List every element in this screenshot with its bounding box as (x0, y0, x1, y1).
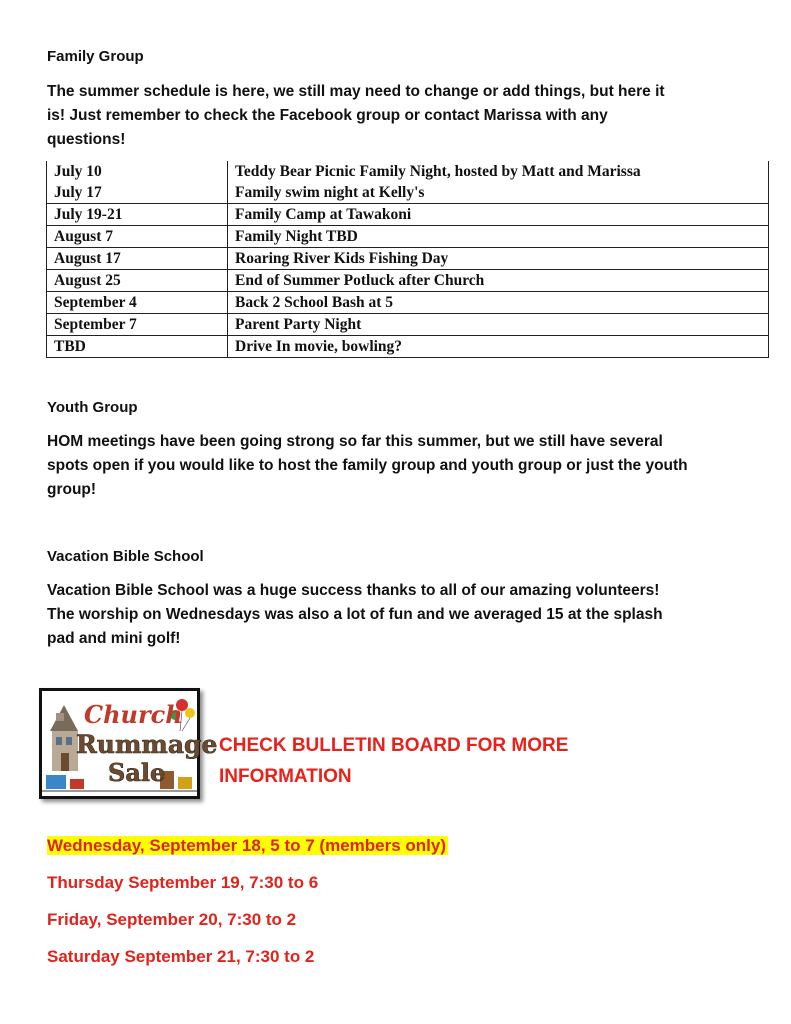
vbs-line: Vacation Bible School was a huge success thanks to all of our amazing volunteers! (47, 582, 660, 599)
rummage-sale-logo (39, 688, 218, 799)
schedule-event: Roaring River Kids Fishing Day (228, 248, 769, 270)
vbs-text (47, 579, 747, 651)
rummage-sale-illustration (42, 691, 218, 796)
sale-date-wednesday (47, 836, 448, 856)
schedule-event: Back 2 School Bash at 5 (228, 292, 769, 314)
sale-date-saturday: Saturday September 21, 7:30 to 2 (47, 947, 315, 966)
table-row (47, 336, 769, 358)
intro-line: questions! (47, 131, 126, 148)
table-row (47, 314, 769, 336)
vbs-line: The worship on Wednesdays was also a lot of fun and we averaged 15 at the splash (47, 606, 663, 623)
schedule-event: Family Camp at Tawakoni (228, 204, 769, 226)
youth-group-heading: Youth Group (47, 399, 138, 416)
table-row (47, 226, 769, 248)
schedule-event: Family Night TBD (228, 226, 769, 248)
schedule-date: September 4 (47, 292, 228, 314)
intro-line: The summer schedule is here, we still may need to change or add things, but here it (47, 83, 665, 100)
youth-line: HOM meetings have been going strong so far this summer, but we still have several (47, 433, 663, 450)
schedule-event: Parent Party Night (228, 314, 769, 336)
cta-line: INFORMATION (219, 766, 352, 787)
vbs-heading: Vacation Bible School (47, 548, 204, 565)
youth-line: spots open if you would like to host the family group and youth group or just the youth (47, 457, 688, 474)
logo-word-church: Church (84, 700, 183, 729)
youth-line: group! (47, 481, 97, 498)
intro-line: is! Just remember to check the Facebook group or contact Marissa with any (47, 107, 608, 124)
bulletin-board-notice (219, 730, 568, 792)
family-group-intro (47, 80, 747, 152)
schedule-date: July 19-21 (47, 204, 228, 226)
cta-line: CHECK BULLETIN BOARD FOR MORE (219, 735, 569, 756)
sale-date-thursday: Thursday September 19, 7:30 to 6 (47, 873, 319, 892)
family-group-heading: Family Group (47, 48, 144, 65)
schedule-date: August 7 (47, 226, 228, 248)
sale-date-friday: Friday, September 20, 7:30 to 2 (47, 910, 297, 929)
vbs-line: pad and mini golf! (47, 630, 181, 647)
family-schedule-table (46, 161, 769, 358)
schedule-date: July 10 July 17 (47, 161, 228, 204)
schedule-event: Teddy Bear Picnic Family Night, hosted by Matt and Marissa Family swim night at Kelly's (228, 161, 769, 204)
table-row (47, 270, 769, 292)
schedule-date: August 25 (47, 270, 228, 292)
highlighted-date: Wednesday, September 18, 5 to 7 (members only) (47, 836, 447, 855)
schedule-event: Drive In movie, bowling? (228, 336, 769, 358)
youth-group-text (47, 430, 747, 502)
table-row (47, 248, 769, 270)
schedule-date: TBD (47, 336, 228, 358)
table-row (47, 292, 769, 314)
schedule-date: September 7 (47, 314, 228, 336)
logo-word-sale: Sale (108, 758, 166, 787)
table-row (47, 204, 769, 226)
logo-word-rummage: Rummage (76, 730, 218, 759)
schedule-date: August 17 (47, 248, 228, 270)
table-row (47, 161, 769, 204)
schedule-event: End of Summer Potluck after Church (228, 270, 769, 292)
